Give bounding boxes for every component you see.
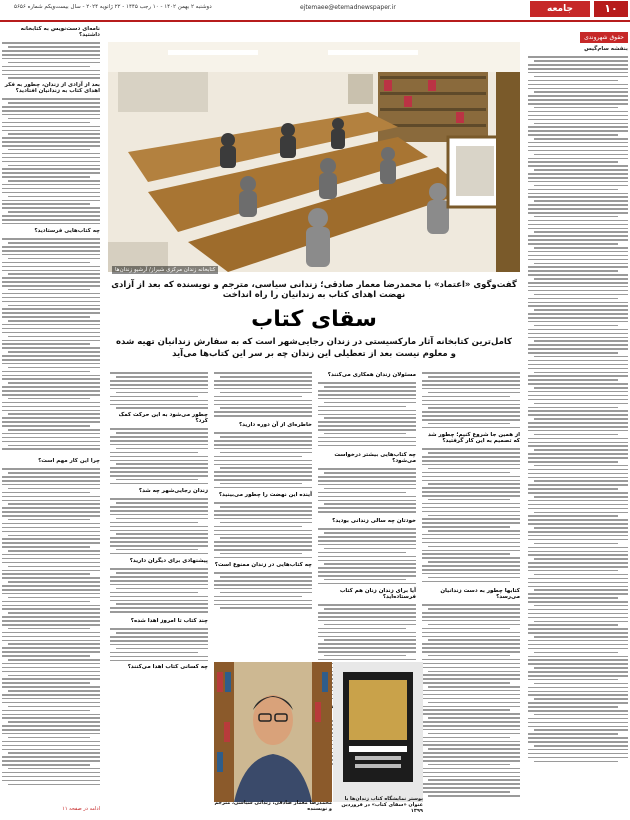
question-6: آیا برای زندان زنان هم کتاب فرستاده‌اید؟ bbox=[339, 588, 416, 600]
question-15: چه کسانی کتاب اهدا می‌کنند؟ bbox=[127, 664, 208, 670]
main-photo bbox=[108, 42, 520, 272]
left-question-2: بعد از آزادی از زندان، چطور به فکر اهدای کتاب به زندانیان افتادید؟ bbox=[4, 82, 100, 94]
poster-caption: پوستر نمایشگاه کتاب زندان‌ها با عنوان «سقای کتاب» در فروردین ۱۳۹۹ bbox=[341, 796, 423, 814]
column-tag: حقوق شهروندی bbox=[580, 32, 628, 43]
left-question-1: نامه‌ای دست‌نویس به کتابخانه داشتید؟ bbox=[20, 26, 100, 38]
issue-date: دوشنبه ۲ بهمن ۱۴۰۲ - ۱۰ رجب ۱۴۴۵ - ۲۲ ژانویه ۲۰۲۴ - سال بیست‌ویکم شماره ۵۶۵۶ bbox=[14, 4, 212, 10]
question-8: خاطره‌ای از آن دوره دارید؟ bbox=[238, 422, 312, 428]
left-column bbox=[2, 24, 100, 816]
deck-line-1: کامل‌ترین کتابخانه آثار مارکسیستی در زندان رجایی‌شهر است که به سفارش زندانیان تهیه شده bbox=[116, 337, 512, 347]
poster-image bbox=[333, 662, 423, 802]
section-email: ejtemaee@etemadnewspaper.ir bbox=[300, 4, 396, 11]
right-column bbox=[528, 24, 628, 816]
question-1: از همین جا شروع کنیم؛ چطور شد که تصمیم به این کار گرفتید؟ bbox=[428, 432, 520, 444]
deck-line-2: و معلوم نیست بعد از تعطیلی این زندان چه بر سر این کتاب‌ها می‌آید bbox=[172, 349, 456, 359]
portrait-illustration bbox=[214, 662, 332, 802]
photo-caption: کتابخانه زندان مرکزی شیراز/ آرشیو زندان‌ها bbox=[112, 266, 218, 274]
body-column-4 bbox=[110, 370, 208, 816]
article-headline: سقای کتاب bbox=[251, 307, 377, 332]
left-question-4: چرا این کار مهم است؟ bbox=[38, 458, 100, 464]
portrait-caption: محمدرضا معمار صادقی، زندانی سیاسی، مترجم و نویسنده bbox=[214, 800, 332, 812]
page-header bbox=[0, 0, 630, 22]
left-question-3: چه کتاب‌هایی فرستادید؟ bbox=[34, 228, 100, 234]
poster-illustration bbox=[333, 662, 423, 802]
question-4: چه کتاب‌هایی بیشتر درخواست می‌شود؟ bbox=[334, 452, 416, 464]
article-deck bbox=[108, 336, 520, 360]
question-14: چند کتاب تا امروز اهدا شده؟ bbox=[130, 618, 208, 624]
body-column-1 bbox=[422, 370, 520, 816]
question-13: پیشنهادی برای دیگران دارید؟ bbox=[129, 558, 208, 564]
question-12: زندان رجایی‌شهر چه شد؟ bbox=[138, 488, 208, 494]
author-byline: بنفشه سام‌گیس bbox=[584, 46, 628, 52]
question-10: چه کتاب‌هایی در زندان ممنوع است؟ bbox=[214, 562, 312, 568]
portrait-photo bbox=[214, 662, 332, 802]
prison-library-illustration bbox=[108, 42, 520, 272]
page-number: ۱۰ bbox=[594, 1, 628, 17]
right-column-text bbox=[528, 54, 628, 814]
question-9: آینده این نهضت را چطور می‌بینید؟ bbox=[218, 492, 312, 498]
question-5: خودتان چه سالی زندانی بودید؟ bbox=[332, 518, 416, 524]
question-2: کتابها چطور به دست زندانیان می‌رسد؟ bbox=[440, 588, 520, 600]
section-name: جامعه bbox=[530, 1, 590, 17]
continued-note: ادامه در صفحه ۱۱ bbox=[62, 806, 100, 812]
article-kicker: گفت‌وگوی «اعتماد» با محمدرضا معمار صادقی؛ زندانی سیاسی، مترجم و نویسنده که بعد از آزادی نهضت اهدای کتاب به زندانیان را راه انداخت bbox=[111, 280, 517, 300]
question-11: چطور می‌شود به این حرکت کمک کرد؟ bbox=[118, 412, 208, 424]
question-3: مسئولان زندان همکاری می‌کنند؟ bbox=[327, 372, 416, 378]
